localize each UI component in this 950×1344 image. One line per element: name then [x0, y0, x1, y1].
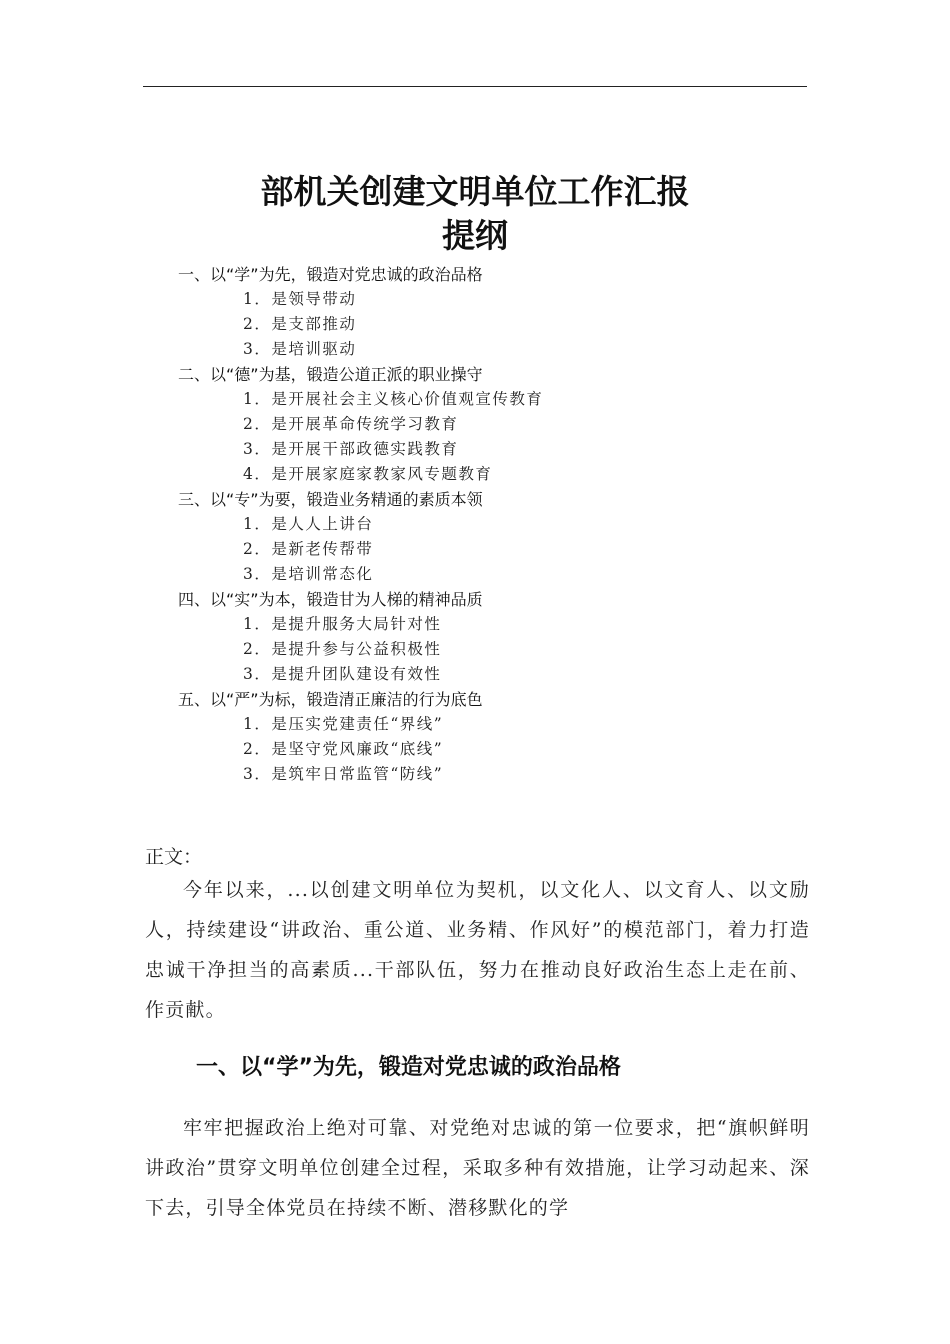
outline-item: 3．是培训常态化 — [243, 565, 374, 583]
outline-item: 2．是新老传帮带 — [243, 540, 374, 558]
outline-item: 2．是坚守党风廉政“底线” — [243, 740, 444, 758]
body-label: 正文： — [145, 846, 203, 868]
document-title: 部机关创建文明单位工作汇报 — [260, 172, 690, 211]
outline-item: 1．是人人上讲台 — [243, 515, 374, 533]
outline-heading: 四、以“实”为本，锻造甘为人梯的精神品质 — [178, 590, 483, 609]
outline-item: 1．是开展社会主义核心价值观宣传教育 — [243, 390, 544, 408]
outline-item: 1．是压实党建责任“界线” — [243, 715, 444, 733]
outline-item: 3．是提升团队建设有效性 — [243, 665, 442, 683]
outline-item: 2．是开展革命传统学习教育 — [243, 415, 459, 433]
outline-item: 2．是提升参与公益积极性 — [243, 640, 442, 658]
outline-item: 2．是支部推动 — [243, 315, 357, 333]
outline-item: 3．是筑牢日常监管“防线” — [243, 765, 444, 783]
section-heading: 一、以“学”为先，锻造对党忠诚的政治品格 — [196, 1055, 621, 1080]
intro-paragraph: 今年以来，...以创建文明单位为契机，以文化人、以文育人、以文励人，持续建设“讲政治、重公道、业务精、作风好”的模范部门，着力打造忠诚干净担当的高素质...干部队伍，努力在推动良好政治生态上走在前、作贡献。 — [145, 879, 810, 1021]
section-paragraph: 牢牢把握政治上绝对可靠、对党绝对忠诚的第一位要求，把“旗帜鲜明讲政治”贯穿文明单位创建全过程，采取多种有效措施，让学习动起来、深下去，引导全体党员在持续不断、潜移默化的学 — [145, 1117, 810, 1219]
outline-heading: 一、以“学”为先，锻造对党忠诚的政治品格 — [178, 265, 483, 284]
outline-item: 1．是提升服务大局针对性 — [243, 615, 442, 633]
outline-item: 3．是开展干部政德实践教育 — [243, 440, 459, 458]
outline-heading: 二、以“德”为基，锻造公道正派的职业操守 — [178, 365, 483, 384]
document-subtitle: 提纲 — [442, 216, 508, 255]
outline-item: 3．是培训驱动 — [243, 340, 357, 358]
outline-item: 1．是领导带动 — [243, 290, 357, 308]
outline-item: 4．是开展家庭家教家风专题教育 — [243, 465, 493, 483]
outline-heading: 五、以“严”为标，锻造清正廉洁的行为底色 — [178, 690, 483, 709]
outline-heading: 三、以“专”为要，锻造业务精通的素质本领 — [178, 490, 483, 509]
header-rule — [143, 86, 807, 87]
